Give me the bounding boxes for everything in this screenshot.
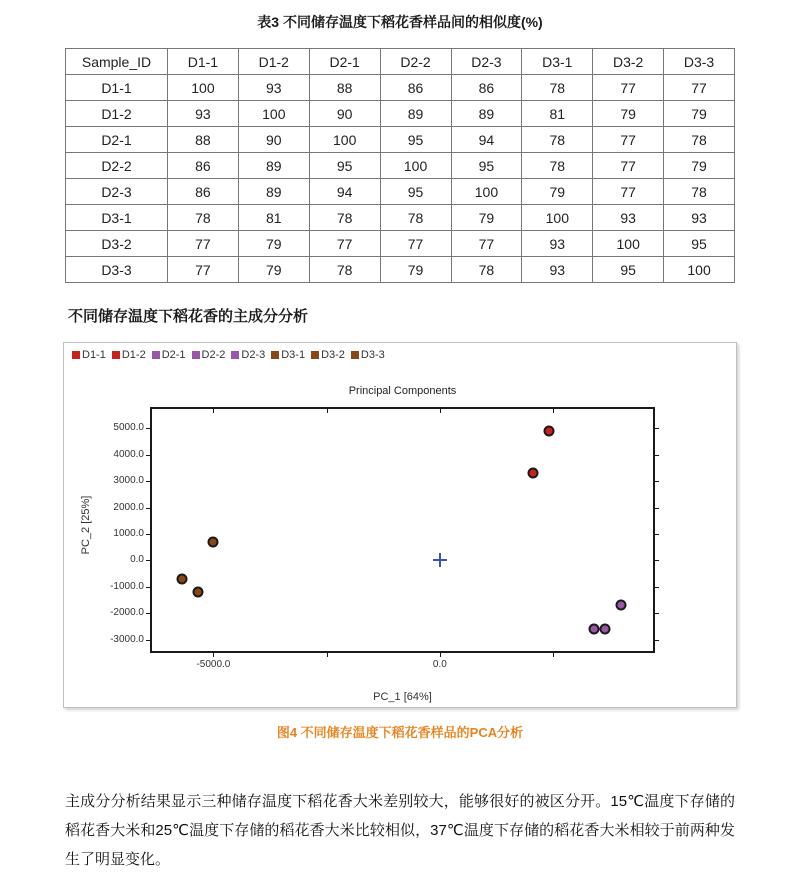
row-id-cell: D1-2 xyxy=(66,101,168,127)
x-tick-mark xyxy=(553,409,554,413)
data-point-D3-2 xyxy=(176,573,187,584)
table-cell: 79 xyxy=(451,205,522,231)
table-cell: 93 xyxy=(593,205,664,231)
legend-item xyxy=(311,349,345,361)
table-cell: 89 xyxy=(380,101,451,127)
table-cell: 90 xyxy=(238,127,309,153)
y-tick-mark xyxy=(655,560,659,561)
y-tick-mark xyxy=(146,428,150,429)
x-tick-mark xyxy=(213,409,214,413)
table-cell: 94 xyxy=(309,179,380,205)
table-cell: 93 xyxy=(664,205,735,231)
table-cell: 78 xyxy=(522,75,593,101)
table-cell: 95 xyxy=(380,127,451,153)
table-cell: 78 xyxy=(168,205,239,231)
table-header-cell: D3-2 xyxy=(593,49,664,75)
table-title: 表3 不同储存温度下稻花香样品间的相似度(%) xyxy=(257,14,543,30)
y-tick-mark xyxy=(655,613,659,614)
table-cell: 100 xyxy=(593,231,664,257)
y-tick-mark xyxy=(146,640,150,641)
table-cell: 86 xyxy=(380,75,451,101)
y-tick-mark xyxy=(146,508,150,509)
table-row xyxy=(66,257,735,283)
table-cell: 95 xyxy=(451,153,522,179)
y-tick-label: 3000.0 xyxy=(113,475,144,487)
legend-swatch-icon xyxy=(192,351,200,359)
y-tick-label: -3000.0 xyxy=(110,633,144,645)
table-cell: 79 xyxy=(238,257,309,283)
table-cell: 90 xyxy=(309,101,380,127)
y-tick-label: 4000.0 xyxy=(113,448,144,460)
table-cell: 78 xyxy=(522,153,593,179)
y-tick-mark xyxy=(655,428,659,429)
table-cell: 93 xyxy=(168,101,239,127)
table-cell: 77 xyxy=(593,179,664,205)
plot-area xyxy=(150,407,655,653)
pca-section-heading: 不同储存温度下稻花香的主成分分析 xyxy=(68,308,309,325)
row-id-cell: D3-3 xyxy=(66,257,168,283)
table-cell: 88 xyxy=(309,75,380,101)
y-tick-mark xyxy=(146,613,150,614)
x-tick-label: 0.0 xyxy=(432,659,447,670)
legend-item xyxy=(192,349,226,361)
table-cell: 78 xyxy=(451,257,522,283)
row-id-cell: D2-1 xyxy=(66,127,168,153)
table-cell: 81 xyxy=(238,205,309,231)
data-point-D3-3 xyxy=(192,587,203,598)
table-cell: 77 xyxy=(168,257,239,283)
table-cell: 77 xyxy=(593,75,664,101)
legend-swatch-icon xyxy=(72,351,80,359)
table-cell: 79 xyxy=(664,153,735,179)
x-tick-mark xyxy=(327,409,328,413)
origin-cross-icon xyxy=(433,553,447,567)
table-cell: 86 xyxy=(451,75,522,101)
y-tick-mark xyxy=(146,534,150,535)
x-tick-mark xyxy=(440,409,441,413)
y-tick-mark xyxy=(655,508,659,509)
y-tick-mark xyxy=(655,534,659,535)
table-row xyxy=(66,205,735,231)
legend-swatch-icon xyxy=(112,351,120,359)
table-cell: 100 xyxy=(664,257,735,283)
y-tick-mark xyxy=(146,481,150,482)
row-id-cell: D3-2 xyxy=(66,231,168,257)
table-row xyxy=(66,179,735,205)
pca-chart-container xyxy=(63,342,737,708)
y-tick-mark xyxy=(146,560,150,561)
table-header-cell: D3-3 xyxy=(664,49,735,75)
x-tick-mark xyxy=(327,653,328,657)
table-cell: 100 xyxy=(168,75,239,101)
table-header-cell: D2-3 xyxy=(451,49,522,75)
y-tick-mark xyxy=(655,587,659,588)
table-cell: 86 xyxy=(168,153,239,179)
table-row xyxy=(66,75,735,101)
x-tick-mark xyxy=(553,653,554,657)
table-header-cell: Sample_ID xyxy=(66,49,168,75)
data-point-D1-1 xyxy=(543,425,554,436)
figure-caption: 图4 不同储存温度下稻花香样品的PCA分析 xyxy=(276,725,524,740)
x-tick-label: -5000.0 xyxy=(196,659,231,670)
table-cell: 89 xyxy=(238,179,309,205)
legend-label: D2-1 xyxy=(161,349,186,361)
y-tick-mark xyxy=(655,481,659,482)
table-header-cell: D1-1 xyxy=(168,49,239,75)
legend-item xyxy=(72,349,106,361)
table-cell: 93 xyxy=(522,257,593,283)
table-row xyxy=(66,101,735,127)
chart-legend xyxy=(72,349,391,361)
table-header-cell: D2-1 xyxy=(309,49,380,75)
x-tick-mark xyxy=(213,653,214,657)
legend-swatch-icon xyxy=(231,351,239,359)
table-cell: 100 xyxy=(309,127,380,153)
y-tick-mark xyxy=(655,640,659,641)
table-cell: 77 xyxy=(664,75,735,101)
x-tick-mark xyxy=(440,653,441,657)
similarity-table xyxy=(65,48,735,283)
legend-label: D2-3 xyxy=(241,349,266,361)
table-cell: 79 xyxy=(664,101,735,127)
legend-swatch-icon xyxy=(311,351,319,359)
table-header-row xyxy=(66,49,735,75)
y-tick-mark xyxy=(146,587,150,588)
table-cell: 77 xyxy=(593,127,664,153)
table-cell: 77 xyxy=(593,153,664,179)
y-tick-label: 2000.0 xyxy=(113,501,144,513)
legend-item xyxy=(231,349,265,361)
table-cell: 100 xyxy=(238,101,309,127)
table-cell: 95 xyxy=(309,153,380,179)
table-header-cell: D3-1 xyxy=(522,49,593,75)
y-tick-label: -2000.0 xyxy=(110,607,144,619)
row-id-cell: D3-1 xyxy=(66,205,168,231)
table-row xyxy=(66,127,735,153)
table-cell: 86 xyxy=(168,179,239,205)
table-cell: 93 xyxy=(238,75,309,101)
data-point-D2-1 xyxy=(616,600,627,611)
legend-item xyxy=(271,349,305,361)
y-tick-mark xyxy=(146,455,150,456)
table-cell: 78 xyxy=(522,127,593,153)
table-cell: 77 xyxy=(309,231,380,257)
x-axis-label: PC_1 [64%] xyxy=(373,691,432,703)
table-cell: 79 xyxy=(522,179,593,205)
legend-swatch-icon xyxy=(271,351,279,359)
table-cell: 100 xyxy=(522,205,593,231)
y-axis-label: PC_2 [25%] xyxy=(80,495,92,555)
table-cell: 78 xyxy=(664,179,735,205)
table-cell: 95 xyxy=(380,179,451,205)
table-row xyxy=(66,153,735,179)
y-tick-label: 1000.0 xyxy=(113,527,144,539)
legend-item xyxy=(351,349,385,361)
table-cell: 100 xyxy=(380,153,451,179)
y-tick-label: -1000.0 xyxy=(110,580,144,592)
table-cell: 78 xyxy=(309,257,380,283)
table-header-cell: D1-2 xyxy=(238,49,309,75)
legend-item xyxy=(112,349,146,361)
table-cell: 95 xyxy=(593,257,664,283)
y-tick-mark xyxy=(655,455,659,456)
table-cell: 77 xyxy=(451,231,522,257)
y-tick-label: 5000.0 xyxy=(113,422,144,434)
table-cell: 89 xyxy=(238,153,309,179)
table-cell: 79 xyxy=(593,101,664,127)
chart-title: Principal Components xyxy=(348,385,457,397)
table-header-cell: D2-2 xyxy=(380,49,451,75)
legend-label: D3-2 xyxy=(321,349,345,361)
data-point-D3-1 xyxy=(208,536,219,547)
table-cell: 95 xyxy=(664,231,735,257)
table-cell: 79 xyxy=(238,231,309,257)
row-id-cell: D2-3 xyxy=(66,179,168,205)
legend-label: D1-2 xyxy=(121,349,146,361)
table-cell: 100 xyxy=(451,179,522,205)
table-cell: 79 xyxy=(380,257,451,283)
analysis-paragraph: 主成分分析结果显示三种储存温度下稻花香大米差别较大，能够很好的被区分开。15℃温度下存储的稻花香大米和25℃温度下存储的稻花香大米比较相似，37℃温度下存储的稻花香大米相较于前两种发生了明显变化。 xyxy=(65,793,735,868)
table-cell: 78 xyxy=(309,205,380,231)
data-point-D1-2 xyxy=(527,468,538,479)
table-cell: 93 xyxy=(522,231,593,257)
table-cell: 81 xyxy=(522,101,593,127)
y-tick-label: 0.0 xyxy=(130,554,144,566)
table-cell: 88 xyxy=(168,127,239,153)
table-cell: 78 xyxy=(664,127,735,153)
table-cell: 77 xyxy=(168,231,239,257)
table-cell: 89 xyxy=(451,101,522,127)
legend-swatch-icon xyxy=(152,351,160,359)
data-point-D2-2 xyxy=(588,624,599,635)
row-id-cell: D2-2 xyxy=(66,153,168,179)
table-row xyxy=(66,231,735,257)
table-cell: 78 xyxy=(380,205,451,231)
legend-item xyxy=(152,349,186,361)
legend-label: D2-2 xyxy=(201,349,226,361)
legend-label: D3-1 xyxy=(281,349,306,361)
table-cell: 94 xyxy=(451,127,522,153)
legend-swatch-icon xyxy=(351,351,359,359)
legend-label: D1-1 xyxy=(82,349,106,361)
table-cell: 77 xyxy=(380,231,451,257)
legend-label: D3-3 xyxy=(360,349,385,361)
data-point-D2-3 xyxy=(600,624,611,635)
row-id-cell: D1-1 xyxy=(66,75,168,101)
